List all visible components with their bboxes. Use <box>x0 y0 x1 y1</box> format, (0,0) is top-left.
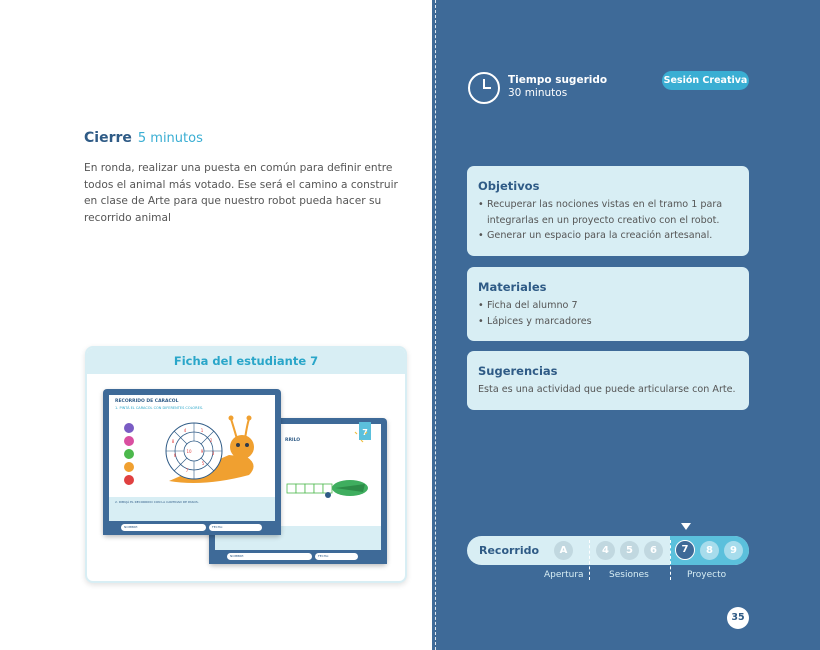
worksheet-front-title: RECORRIDO DE CARACOL <box>115 399 179 404</box>
phase-label-apertura: Apertura <box>544 570 584 580</box>
sugerencias-title: Sugerencias <box>478 364 558 378</box>
cierre-time: 5 minutos <box>137 131 203 146</box>
worksheet-front-page <box>109 395 275 521</box>
spiral-number: 1 <box>200 428 204 433</box>
spiral-number: 3 <box>211 451 215 456</box>
worksheet-back-title: RRILO <box>285 438 301 443</box>
recorrido-progress-bar <box>467 536 749 565</box>
session-badge: Sesión Creativa <box>662 71 749 90</box>
suggested-time-label: Tiempo sugerido <box>508 74 608 86</box>
snail-illustration <box>109 395 275 495</box>
suggested-time-value: 30 minutos <box>508 87 568 99</box>
objetivos-title: Objetivos <box>478 179 540 193</box>
worksheet-front-footer <box>103 521 281 535</box>
phase-separator <box>589 540 590 580</box>
cierre-body: En ronda, realizar una puesta en común para definir entre todos el animal más votado. Ese será el camino a construir en clase de Arte para que nuestro robot pueda hacer su recorrido animal <box>84 162 398 224</box>
student-worksheet-card <box>85 346 407 583</box>
objetivos-list <box>478 197 740 244</box>
step-apertura: A <box>554 541 573 560</box>
worksheet-back-footer <box>209 550 387 564</box>
worksheet-back-name-field: NOMBRE: <box>227 553 312 560</box>
objetivos-item: • Generar un espacio para la creación artesanal. <box>478 228 740 244</box>
materiales-title: Materiales <box>478 280 547 294</box>
phase-label-proyecto: Proyecto <box>687 570 727 580</box>
sugerencias-text: Esta es una actividad que puede articularse con Arte. <box>478 384 736 395</box>
page-number: 35 <box>727 607 749 629</box>
worksheet-front <box>103 389 281 535</box>
worksheet-front-name-field: NOMBRE: <box>121 524 206 531</box>
worksheet-front-date-field: FECHA: <box>209 524 262 531</box>
cierre-heading <box>84 130 203 146</box>
spiral-number: 2 <box>209 438 213 443</box>
clock-icon <box>468 72 500 104</box>
objetivos-card <box>467 166 749 256</box>
step-sesion: 5 <box>620 541 639 560</box>
step-proyecto-current: 7 <box>675 540 695 560</box>
step-proyecto: 9 <box>724 541 743 560</box>
phase-label-sesiones: Sesiones <box>609 570 649 580</box>
spiral-number: 8 <box>171 439 175 444</box>
step-sesion: 4 <box>596 541 615 560</box>
cierre-title: Cierre <box>84 130 132 146</box>
step-proyecto: 8 <box>700 541 719 560</box>
spiral-number: 7 <box>185 468 189 473</box>
materiales-list <box>478 298 740 329</box>
worksheet-front-instruction: 2. DIBUJÁ EL RECORRIDO CON LA CANTIDAD DE PASOS. <box>115 500 199 504</box>
current-session-marker-icon <box>681 523 691 530</box>
materiales-card <box>467 267 749 341</box>
worksheet-front-band <box>109 497 275 521</box>
suggested-time <box>508 74 607 100</box>
spiral-number: 10 <box>186 449 192 454</box>
materiales-item: • Lápices y marcadores <box>478 314 740 330</box>
worksheet-back-date-field: FECHA: <box>315 553 358 560</box>
worksheet-tab-number: 7 <box>359 422 371 440</box>
spiral-number: 6 <box>173 453 177 458</box>
objetivos-item: • Recuperar las nociones vistas en el tramo 1 para integrarlas en un proyecto creativo con el robot. <box>478 197 740 228</box>
spiral-number: 9 <box>200 449 204 454</box>
ficha-header: Ficha del estudiante 7 <box>87 348 405 374</box>
materiales-item: • Ficha del alumno 7 <box>478 298 740 314</box>
spiral-number: 5 <box>201 461 205 466</box>
color-palette <box>124 423 134 485</box>
recorrido-label: Recorrido <box>479 544 540 557</box>
phase-separator <box>670 540 671 580</box>
step-sesion: 6 <box>644 541 663 560</box>
spiral-number: 4 <box>183 428 187 433</box>
sugerencias-card <box>467 351 749 410</box>
page-fold-divider <box>435 0 436 650</box>
worksheet-front-subtitle: 1. PINTÁ EL CARACOL CON DIFERENTES COLORES. <box>115 406 204 410</box>
